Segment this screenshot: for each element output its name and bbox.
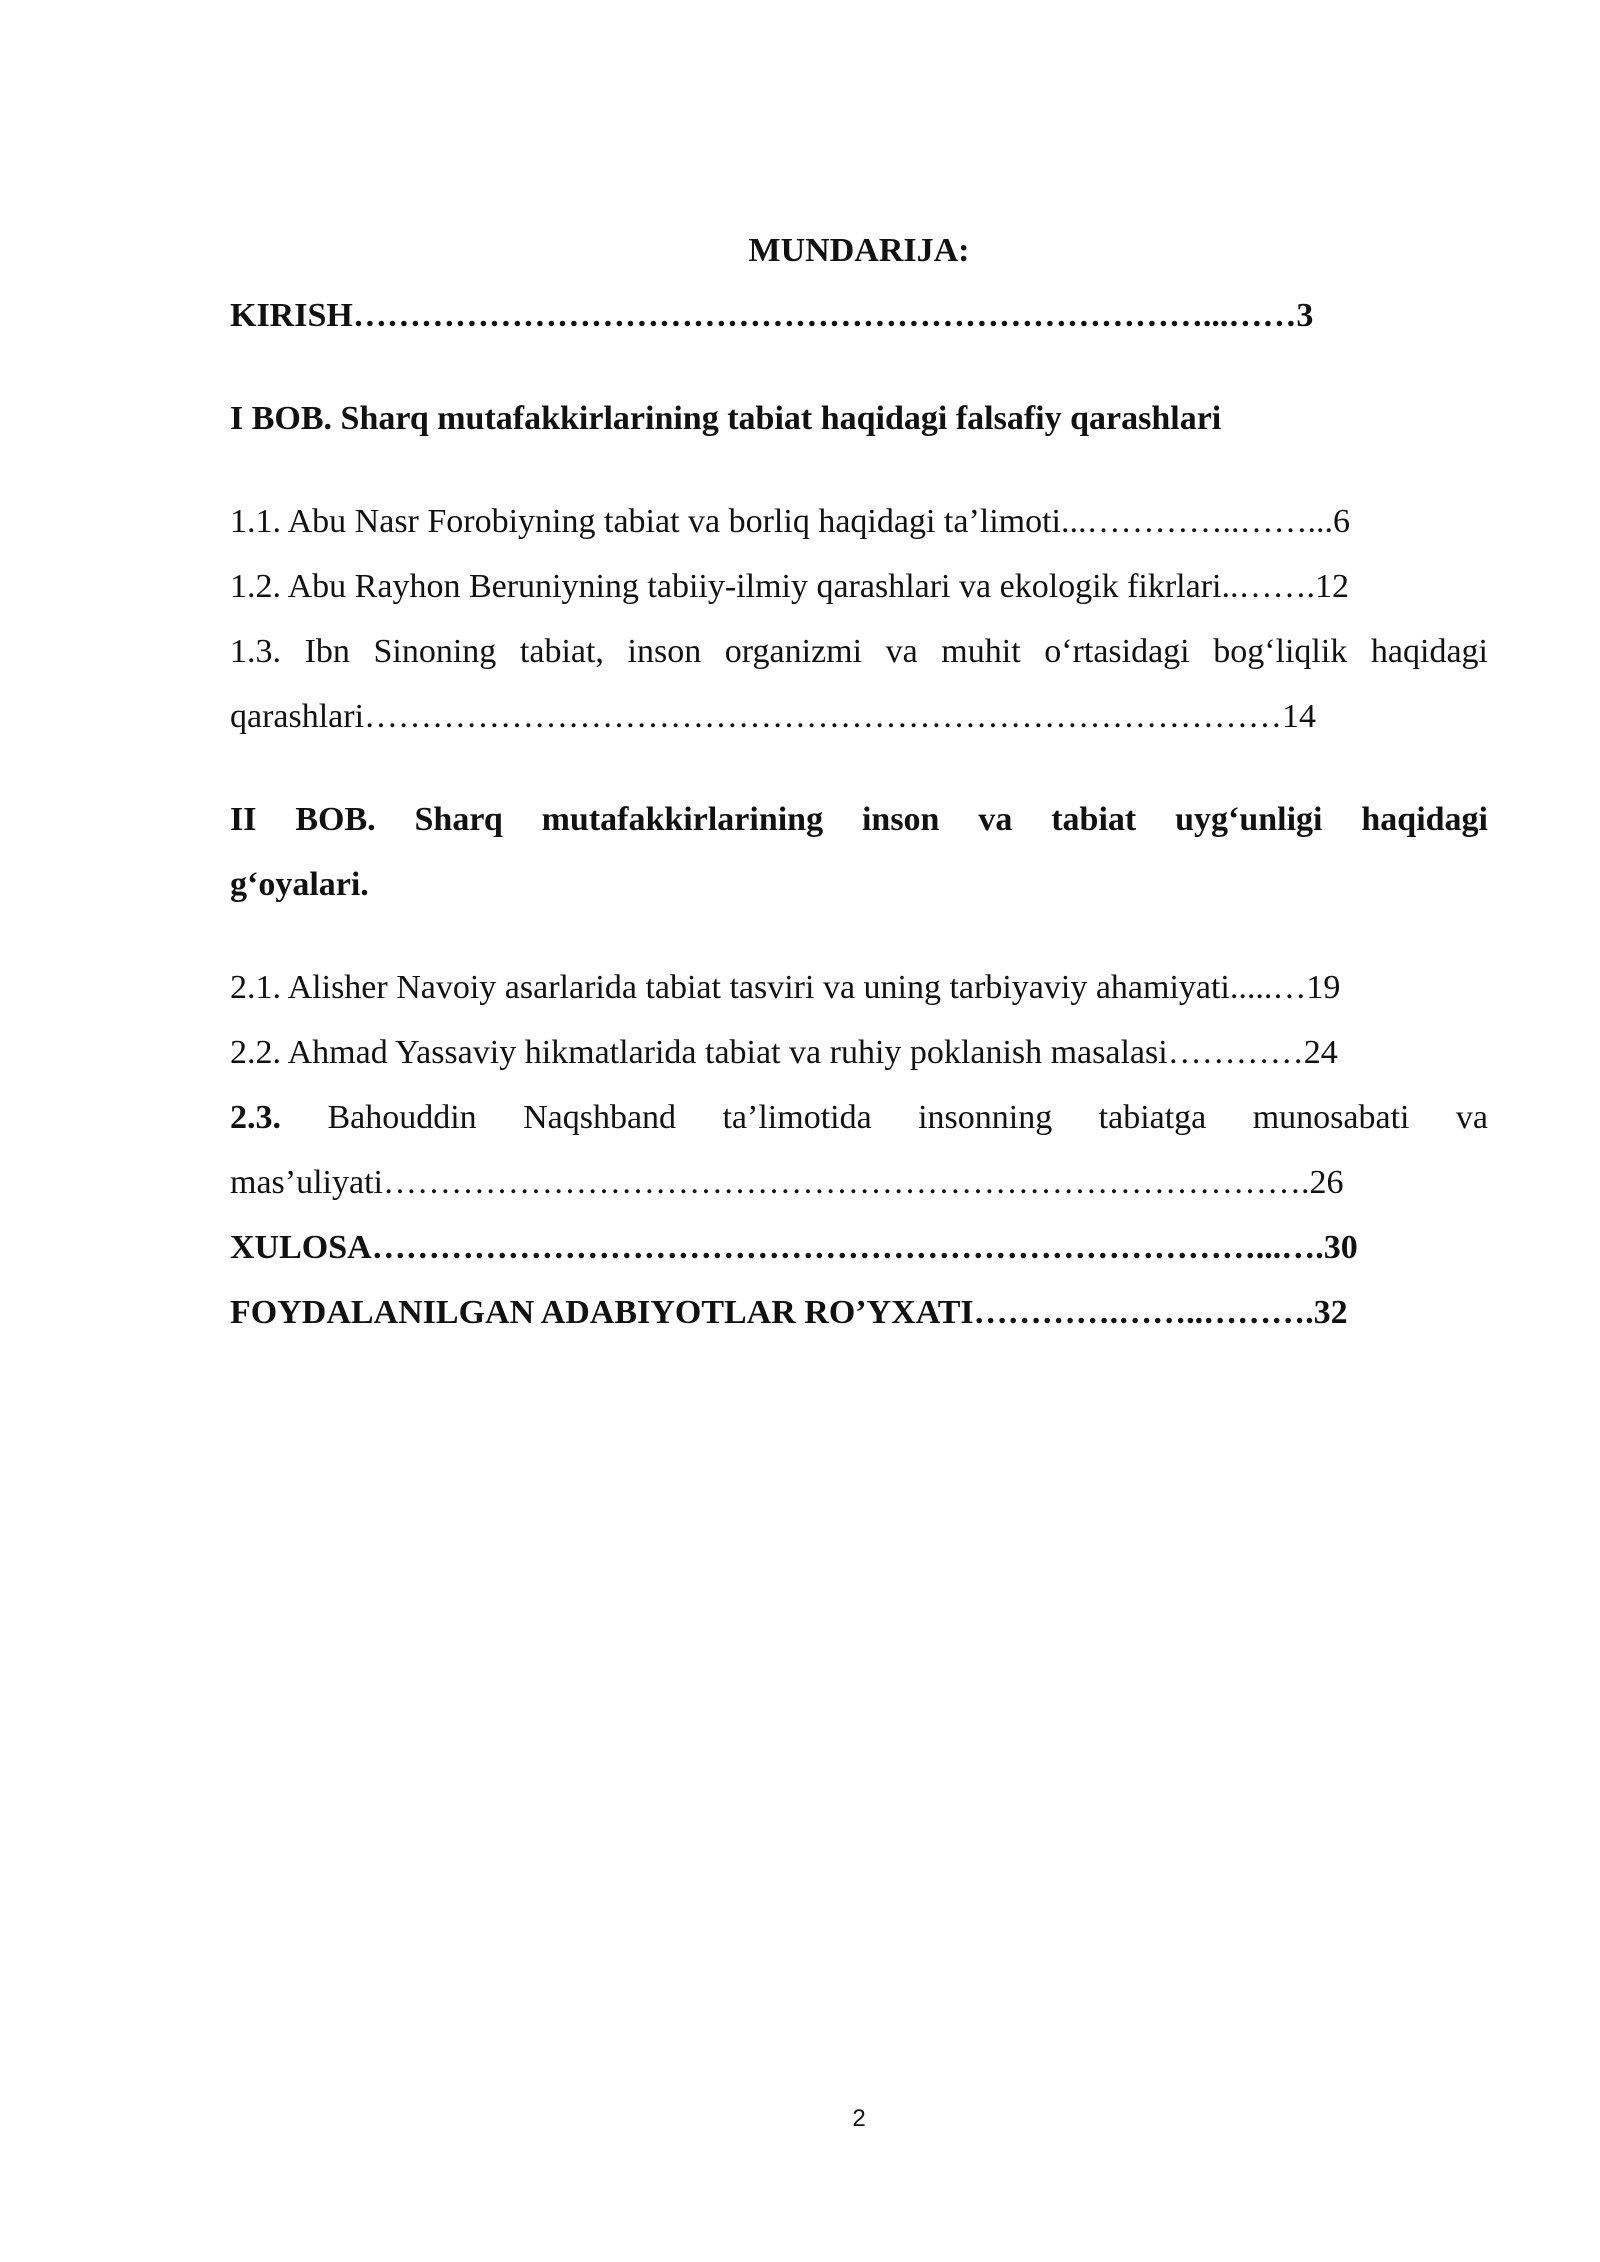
spacer: [230, 348, 1488, 386]
toc-entry-2-3-number: 2.3.: [230, 1099, 281, 1136]
toc-entry-references: FOYDALANILGAN ADABIYOTLAR RO’YXATI………….……..……….32: [230, 1294, 1348, 1331]
toc-entry-intro: KIRISH…………………………………………………………………...……3: [230, 297, 1314, 334]
toc-entry-1-3-line-1: 1.3. Ibn Sinoning tabiat, inson organizmi va muhit o‘rtasidagi bog‘liqlik haqidagi: [230, 633, 1488, 670]
toc-entry-2-3-line-2: mas’uliyati……………………………………………………………………….26: [230, 1164, 1344, 1201]
toc-entry-2-3-line-1: [230, 1085, 1488, 1150]
toc-entry-2-3-text: Bahouddin Naqshband ta’limotida insonning tabiatga munosabati va: [327, 1099, 1488, 1136]
spacer: [230, 917, 1488, 955]
spacer: [230, 451, 1488, 489]
toc-chapter-2-heading-line-1: II BOB. Sharq mutafakkirlarining inson va tabiat uyg‘unligi haqidagi: [230, 801, 1488, 838]
toc-entry-2-1: 2.1. Alisher Navoiy asarlarida tabiat tasviri va uning tarbiyaviy ahamiyati.....…19: [230, 969, 1341, 1006]
toc-entry-1-1: 1.1. Abu Nasr Forobiyning tabiat va borliq haqidagi ta’limoti...…………..……...6: [230, 503, 1350, 540]
toc-title: MUNDARIJA:: [748, 232, 970, 269]
toc-entry-1-3-line-2: qarashlari………………………………………………………………………14: [230, 698, 1317, 735]
toc-chapter-1-heading: I BOB. Sharq mutafakkirlarining tabiat haqidagi falsafiy qarashlari: [230, 400, 1222, 437]
toc-entry-2-2: 2.2. Ahmad Yassaviy hikmatlarida tabiat va ruhiy poklanish masalasi…………24: [230, 1034, 1338, 1071]
spacer: [230, 749, 1488, 787]
table-of-contents: [230, 218, 1488, 1345]
toc-chapter-2-heading-line-2: g‘oyalari.: [230, 866, 369, 903]
toc-entry-1-2: 1.2. Abu Rayhon Beruniyning tabiiy-ilmiy qarashlari va ekologik fikrlari..…….12: [230, 568, 1349, 605]
toc-entry-conclusion: XULOSA……………………………………………………………………...….30: [230, 1229, 1358, 1266]
page-number: 2: [852, 2105, 866, 2132]
